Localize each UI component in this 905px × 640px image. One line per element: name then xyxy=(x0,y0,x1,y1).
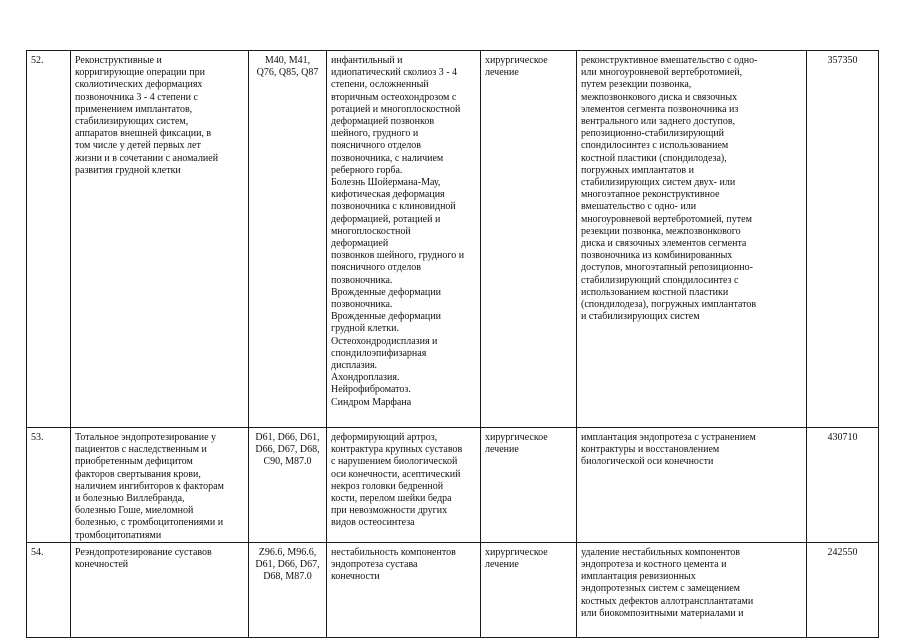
cell-line: C90, M87.0 xyxy=(263,456,312,468)
cell-line: Q76, Q85, Q87 xyxy=(256,67,319,79)
cell-line: костной пластики (спондилодеза), xyxy=(581,152,727,164)
cell-line: лечение xyxy=(485,67,519,79)
cell-line: оси конечности, асептический xyxy=(331,468,461,480)
cell-line: Реконструктивные и xyxy=(75,55,162,66)
cell-line: межпозвонкового диска и связочных xyxy=(581,91,738,103)
cell-line: деформирующий артроз, xyxy=(331,432,438,443)
treatment-type xyxy=(481,428,577,543)
icd-codes xyxy=(249,428,327,543)
cell-line: лечение xyxy=(485,444,519,456)
cell-line: позвоночника 3 - 4 степени с xyxy=(75,91,198,103)
cell-line: имплантация эндопротеза с устранением xyxy=(581,432,756,443)
cell-line: D66, D67, D68, xyxy=(255,444,320,456)
cell-line: Реэндопротезирование суставов xyxy=(75,546,212,558)
cell-line: наличием ингибиторов к факторам xyxy=(75,480,224,492)
cell-line: имплантация ревизионных xyxy=(581,571,696,583)
cell-line: факторов свертывания крови, xyxy=(75,468,201,480)
treatment-type xyxy=(481,51,577,428)
icd-codes xyxy=(249,51,327,428)
cell-line: деформацией позвонков xyxy=(331,116,435,128)
cell-line: эндопротеза и костного цемента и xyxy=(581,559,727,571)
cell-line: лечение xyxy=(485,559,519,571)
cell-line: кости, перелом шейки бедра xyxy=(331,493,452,505)
cell-line: инфантильный и xyxy=(331,55,403,66)
cell-line: M40, M41, xyxy=(264,55,311,66)
procedure-name xyxy=(71,428,249,543)
cell-line: ротацией и многоплоскостной xyxy=(331,103,461,115)
cell-line: деформацией, ротацией и xyxy=(331,213,441,225)
icd-codes xyxy=(249,542,327,637)
cell-line: корригирующие операции при xyxy=(75,67,205,79)
treatment-type xyxy=(481,542,577,637)
cell-line: позвоночника. xyxy=(331,274,393,286)
cell-line: вмешательство с одно- или xyxy=(581,201,697,213)
patient-model xyxy=(327,542,481,637)
cell-line: позвонков шейного, грудного и xyxy=(331,250,465,262)
cell-line: поясничного отделов xyxy=(331,262,421,274)
cell-line: тромбоцитопатиями xyxy=(75,529,162,541)
table-row xyxy=(27,51,879,428)
procedure-name xyxy=(71,542,249,637)
cell-line: многоуровневой вертебротомией, путем xyxy=(581,213,752,225)
cell-line: спондилоэпифизарная xyxy=(331,347,427,359)
cell-line: многоэтапное реконструктивное xyxy=(581,189,720,201)
cell-line: аппаратов внешней фиксации, в xyxy=(75,128,212,140)
cell-line: пациентов с наследственным и xyxy=(75,444,207,456)
cell-line: многоплоскостной xyxy=(331,225,411,237)
table-row xyxy=(27,428,879,543)
cost-value: 242550 xyxy=(807,542,879,637)
cell-line: Нейрофиброматоз. xyxy=(331,384,411,396)
cell-line: контрактуры и восстановлением xyxy=(581,444,720,456)
cell-line: Врожденные деформации xyxy=(331,311,441,323)
cell-line: биологической оси конечности xyxy=(581,456,714,468)
cell-line: эндопротеза сустава xyxy=(331,559,418,571)
cell-line: удаление нестабильных компонентов xyxy=(581,546,740,558)
cell-line: хирургическое xyxy=(485,546,548,558)
cell-line: хирургическое xyxy=(485,55,548,66)
cell-line: сколиотических деформациях xyxy=(75,79,203,91)
cell-line: погружных имплантатов и xyxy=(581,164,694,176)
cell-line: жизни и в сочетании с аномалией xyxy=(75,152,219,164)
table-row xyxy=(27,542,879,637)
cell-line: спондилосинтез с использованием xyxy=(581,140,729,152)
cell-line: поясничного отделов xyxy=(331,140,421,152)
cell-line: степени, осложненный xyxy=(331,79,429,91)
cell-line: и болезнью Виллебранда, xyxy=(75,493,185,505)
cell-line: развития грудной клетки xyxy=(75,164,181,176)
cell-line: реберного горба. xyxy=(331,164,403,176)
cell-line: Синдром Марфана xyxy=(331,396,412,408)
cell-line: некроз головки бедренной xyxy=(331,480,444,492)
cell-line: конечности xyxy=(331,571,380,583)
cell-line: стабилизирующих систем, xyxy=(75,116,189,128)
cell-line: болезнью Гоше, миеломной xyxy=(75,505,194,517)
cell-line: деформацией xyxy=(331,238,389,250)
cell-line: Тотальное эндопротезирование у xyxy=(75,432,217,443)
cell-line: позвоночника с клиновидной xyxy=(331,201,456,213)
cell-line: вентрального или заднего доступов, xyxy=(581,116,736,128)
cost-value: 357350 xyxy=(807,51,879,428)
row-number: 52. xyxy=(27,51,71,428)
procedure-name xyxy=(71,51,249,428)
cell-line: реконструктивное вмешательство с одно- xyxy=(581,55,758,66)
cell-line: использованием костной пластики xyxy=(581,286,729,298)
cell-line: при невозможности других xyxy=(331,505,448,517)
patient-model xyxy=(327,51,481,428)
cell-line: позвоночника из комбинированных xyxy=(581,250,733,262)
cell-line: том числе у детей первых лет xyxy=(75,140,201,152)
cell-line: контрактура крупных суставов xyxy=(331,444,463,456)
cell-line: вторичным остеохондрозом с xyxy=(331,91,457,103)
cell-line: шейного, грудного и xyxy=(331,128,419,140)
cell-line: приобретенным дефицитом xyxy=(75,456,193,468)
cell-line: (спондилодеза), погружных имплантатов xyxy=(581,299,757,311)
cell-line: дисплазия. xyxy=(331,360,378,372)
cell-line: хирургическое xyxy=(485,432,548,443)
cell-line: Остеохондродисплазия и xyxy=(331,335,438,347)
cell-line: D68, M87.0 xyxy=(263,571,312,583)
cell-line: с нарушением биологической xyxy=(331,456,458,468)
cell-line: Болезнь Шойермана-Мау, xyxy=(331,177,441,189)
cell-line: стабилизирующий спондилосинтез с xyxy=(581,274,739,286)
cell-line: или многоуровневой вертебротомией, xyxy=(581,67,743,79)
cell-line: резекции позвонка, межпозвонкового xyxy=(581,225,741,237)
row-number: 53. xyxy=(27,428,71,543)
cell-line: или биокомпозитными материалами и xyxy=(581,607,744,619)
cell-line: болезнью, с тромбоцитопениями и xyxy=(75,517,224,529)
cell-line: элементов сегмента позвоночника из xyxy=(581,103,739,115)
cell-line: Z96.6, M96.6, xyxy=(258,546,317,558)
cell-line: нестабильность компонентов xyxy=(331,546,456,558)
cell-line: D61, D66, D61, xyxy=(255,432,320,443)
cell-line: Ахондроплазия. xyxy=(331,372,400,384)
cell-line: идиопатический сколиоз 3 - 4 xyxy=(331,67,458,79)
cell-line: кифотическая деформация xyxy=(331,189,445,201)
cell-line: диска и связочных элементов сегмента xyxy=(581,238,747,250)
cell-line: доступов, многоэтапный репозиционно- xyxy=(581,262,753,274)
cell-line: видов остеосинтеза xyxy=(331,517,415,529)
row-number: 54. xyxy=(27,542,71,637)
cell-line: стабилизирующих систем двух- или xyxy=(581,177,736,189)
cell-line: конечностей xyxy=(75,559,129,571)
cell-line: репозиционно-стабилизирующий xyxy=(581,128,725,140)
cell-line: грудной клетки. xyxy=(331,323,399,335)
patient-model xyxy=(327,428,481,543)
cell-line: D61, D66, D67, xyxy=(255,559,320,571)
cell-line: и стабилизирующих систем xyxy=(581,311,700,323)
treatment-method xyxy=(577,51,807,428)
cell-line: применением имплантатов, xyxy=(75,103,193,115)
cell-line: позвоночника. xyxy=(331,299,393,311)
treatment-method xyxy=(577,428,807,543)
cell-line: эндопротезных систем с замещением xyxy=(581,583,740,595)
medical-procedures-table xyxy=(26,50,879,638)
cell-line: Врожденные деформации xyxy=(331,286,441,298)
treatment-method xyxy=(577,542,807,637)
cell-line: костных дефектов аллотрансплантатами xyxy=(581,595,754,607)
cost-value: 430710 xyxy=(807,428,879,543)
cell-line: позвоночника, с наличием xyxy=(331,152,444,164)
cell-line: путем резекции позвонка, xyxy=(581,79,692,91)
